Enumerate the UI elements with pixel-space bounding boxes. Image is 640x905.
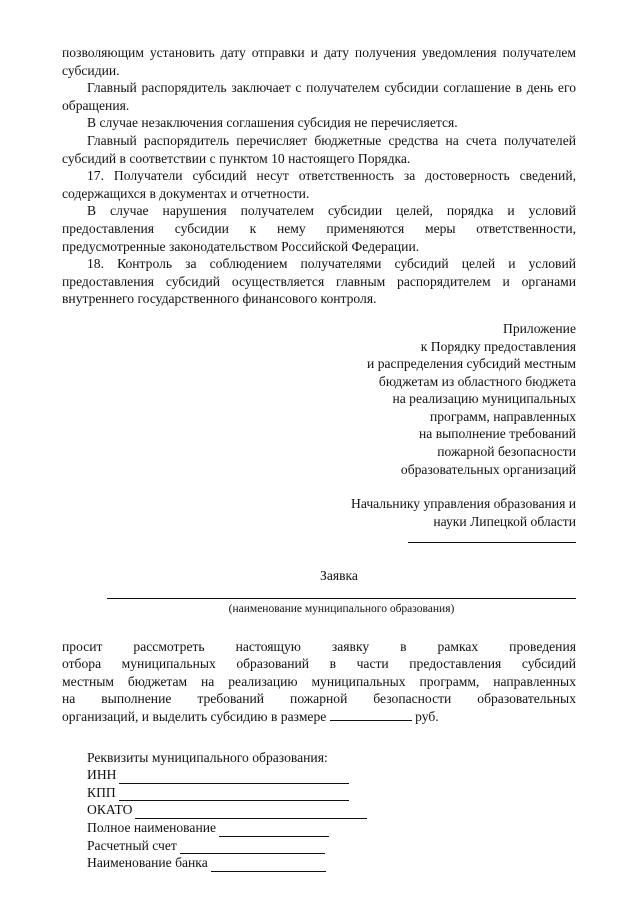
appendix-line: бюджетам из областного бюджета	[378, 373, 576, 389]
request-amount-prefix: организаций, и выделить субсидию в размере	[62, 709, 327, 724]
request-line: отбора муниципальных образований в части предоставления субсидий	[62, 656, 576, 672]
addressee-line: Начальнику управления образования и	[351, 496, 576, 512]
paragraph: позволяющим установить дату отправки и дату получения уведомления получателем субсидии.	[62, 45, 576, 78]
subsidy-amount-blank[interactable]	[330, 708, 412, 721]
paragraph: 17. Получатели субсидий несут ответственность за достоверность сведений, содержащихся в документах и отчетности.	[62, 168, 576, 201]
requisite-row	[87, 837, 576, 855]
requisite-label: Расчетный счет	[87, 837, 177, 853]
requisites-block	[87, 749, 576, 872]
appendix-line: на реализацию муниципальных	[392, 391, 576, 407]
request-line: просит рассмотреть настоящую заявку в рамках проведения	[62, 638, 576, 654]
appendix-header	[62, 320, 576, 478]
addressee-block	[62, 495, 576, 548]
request-line-amount	[62, 708, 576, 726]
requisite-row	[87, 819, 576, 837]
paragraph: 18. Контроль за соблюдением получателями субсидий целей и условий предоставления субсидий осуществляется главным распорядителем и органами внутреннего государственного финансового контроля.	[62, 256, 576, 307]
requisite-row	[87, 766, 576, 784]
form-title: Заявка	[320, 568, 358, 584]
requisite-blank-line[interactable]	[211, 859, 326, 872]
signature-blank-line[interactable]	[408, 530, 576, 543]
paragraph: В случае незаключения соглашения субсидия не перечисляется.	[87, 115, 458, 131]
municipality-name-line[interactable]	[107, 590, 576, 599]
requisite-blank-line[interactable]	[180, 841, 325, 854]
request-line: местным бюджетам на реализацию муниципальных программ, направленных	[62, 673, 576, 689]
requisite-label: Наименование банка	[87, 855, 208, 871]
requisite-row	[87, 801, 576, 819]
paragraph: Главный распорядитель перечисляет бюджетные средства на счета получателей субсидий в соответствии с пунктом 10 настоящего Порядка.	[62, 132, 576, 166]
requisite-blank-line[interactable]	[119, 771, 349, 784]
request-line: на выполнение требований пожарной безопасности образовательных	[62, 691, 576, 707]
paragraph: Главный распорядитель заключает с получателем субсидии соглашение в день его обращения.	[62, 80, 576, 113]
municipality-caption: (наименование муниципального образования)	[228, 602, 455, 615]
body-text	[62, 44, 576, 308]
appendix-line: и распределения субсидий местным	[367, 356, 576, 372]
requisite-blank-line[interactable]	[135, 806, 367, 819]
appendix-line: пожарной безопасности	[437, 444, 576, 460]
document-page	[62, 44, 576, 872]
requisite-label: Полное наименование	[87, 819, 217, 835]
requisite-row	[87, 854, 576, 872]
requisite-blank-line[interactable]	[219, 824, 329, 837]
request-text	[62, 638, 576, 726]
requisite-label: ИНН	[87, 767, 117, 783]
requisite-blank-line[interactable]	[119, 788, 349, 801]
requisite-label: КПП	[87, 784, 116, 800]
addressee-line: науки Липецкой области	[433, 513, 576, 529]
requisite-label: ОКАТО	[87, 802, 133, 818]
requisites-heading: Реквизиты муниципального образования:	[87, 749, 328, 765]
signature-line-wrap	[62, 530, 576, 548]
request-amount-suffix: руб.	[415, 709, 439, 724]
paragraph: В случае нарушения получателем субсидии целей, порядка и условий предоставления субсидии к нему применяются меры ответственности, предусмотренные законодательством Российской Федерации.	[62, 203, 576, 254]
appendix-line: к Порядку предоставления	[420, 338, 576, 354]
requisite-row	[87, 784, 576, 802]
appendix-line: на выполнение требований	[419, 426, 576, 442]
appendix-line: программ, направленных	[429, 408, 576, 424]
appendix-title: Приложение	[503, 320, 576, 336]
appendix-line: образовательных организаций	[400, 461, 576, 477]
